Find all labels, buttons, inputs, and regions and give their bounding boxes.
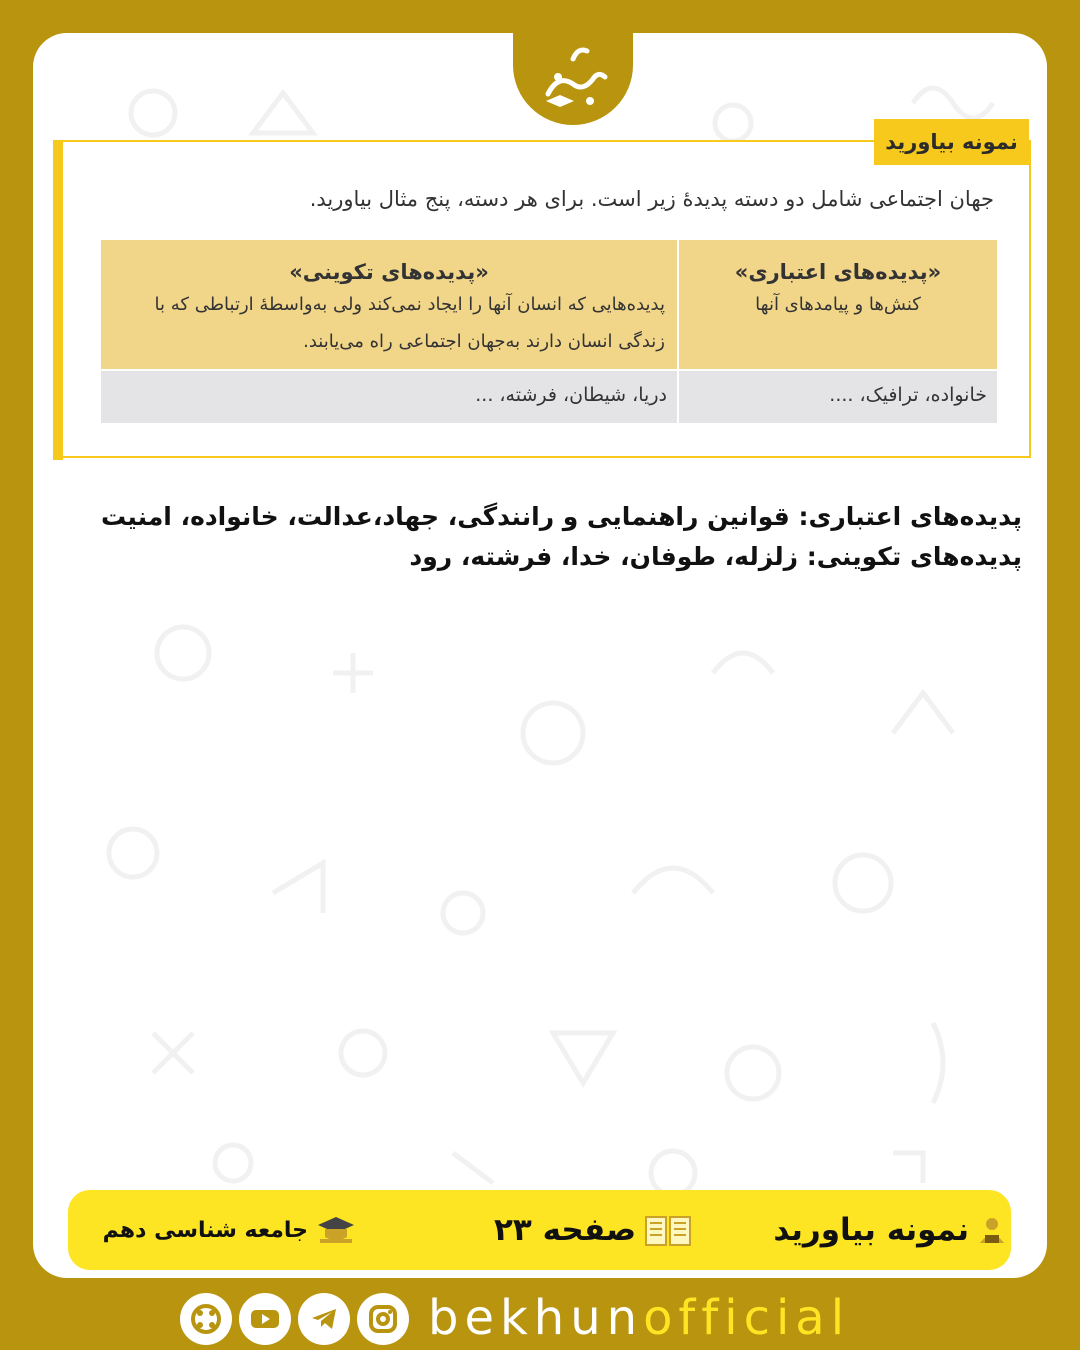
column-description: کنش‌ها و پیامدهای آنها: [755, 294, 921, 315]
excerpt-accent-bar: [53, 140, 63, 460]
excerpt-tag: نمونه بیاورید: [874, 119, 1029, 165]
answer-line-conventional: پدیده‌های اعتباری: قوانین راهنمایی و رانندگی، جهاد،عدالت، خانواده، امنیت: [100, 502, 1022, 531]
footer-page-label: صفحه ۲۳: [493, 1212, 637, 1248]
footer-subject-label: جامعه شناسی دهم: [102, 1217, 308, 1243]
answer-line-natural: پدیده‌های تکوینی: زلزله، طوفان، خدا، فرشته، رود: [409, 542, 1022, 571]
footer-subject: [96, 1190, 356, 1270]
teacher-icon: [977, 1215, 1007, 1245]
answer-text: [60, 497, 1022, 577]
column-heading: «پدیده‌های اعتباری»: [734, 260, 942, 284]
telegram-icon[interactable]: [298, 1293, 350, 1345]
column-heading: «پدیده‌های تکوینی»: [289, 260, 489, 284]
book-icon: [644, 1213, 692, 1247]
footer-page: [448, 1190, 738, 1270]
excerpt-intro: جهان اجتماعی شامل دو دسته پدیدهٔ زیر است. برای هر دسته، پنج مثال بیاورید.: [309, 187, 994, 211]
column-description: پدیده‌هایی که انسان آنها را ایجاد نمی‌کند ولی به‌واسطهٔ ارتباطی که با زندگی انسان دارند به‌جهان اجتماعی راه می‌یابند.: [154, 294, 665, 352]
youtube-icon[interactable]: [239, 1293, 291, 1345]
brand-logo: [513, 33, 633, 125]
bekhun-logo-icon: [528, 39, 618, 119]
table-column-natural: [101, 240, 677, 423]
phenomena-table: [101, 240, 997, 423]
graduation-cap-icon: [316, 1215, 356, 1245]
table-header-cell: [679, 240, 997, 369]
instagram-icon[interactable]: [357, 1293, 409, 1345]
footer-title: [746, 1190, 1011, 1270]
handle-part-2: official: [643, 1290, 851, 1346]
handle-part-1: bekhun: [428, 1290, 644, 1346]
footer-info-bar: [68, 1190, 1011, 1270]
column-example: دریا، شیطان، فرشته، ...: [101, 371, 677, 423]
textbook-excerpt: [53, 130, 1031, 458]
table-column-conventional: [679, 240, 997, 423]
social-icons: [180, 1293, 409, 1345]
aparat-icon[interactable]: [180, 1293, 232, 1345]
column-example: خانواده، ترافیک، ....: [679, 371, 997, 423]
social-bar: [180, 1288, 900, 1350]
footer-title-label: نمونه بیاورید: [773, 1212, 969, 1248]
table-header-cell: [101, 240, 677, 369]
social-handle[interactable]: [428, 1290, 850, 1346]
